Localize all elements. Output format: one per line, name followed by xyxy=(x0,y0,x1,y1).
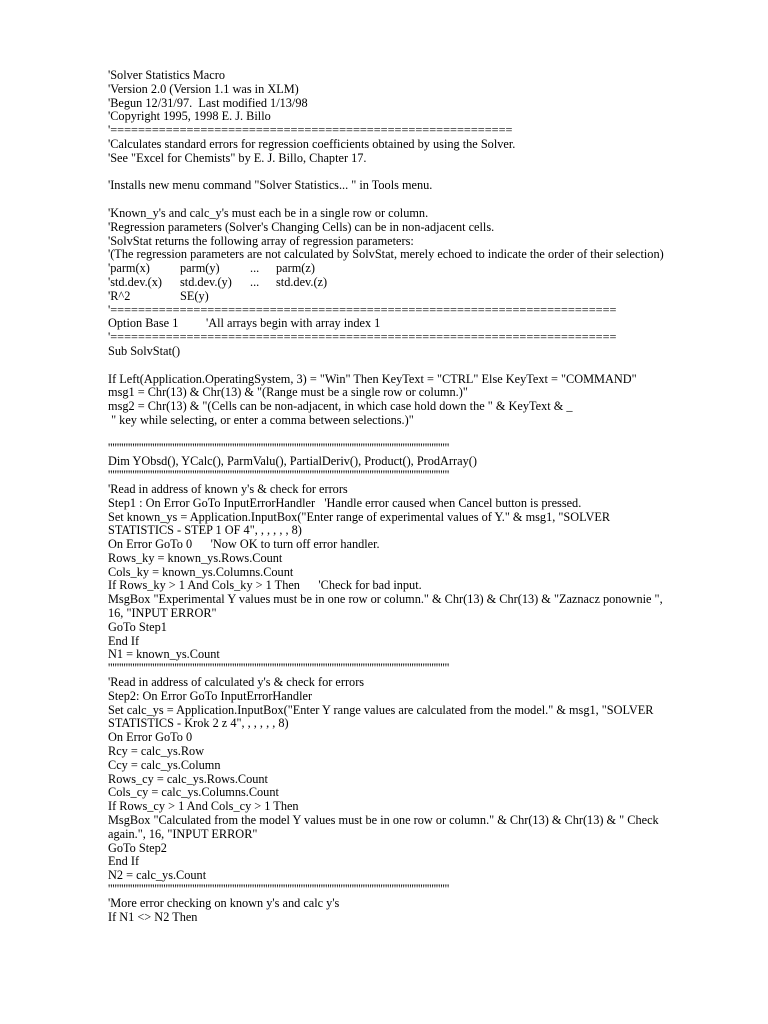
quote-separator: '''''''''''''''''''''''''''''''''''''''''''''''''''''''''''''''''''''''''''''''''''''''''''''''''''''''''''''''''''''''''''''''''''''''''''''''''''''''''' xyxy=(108,468,450,483)
code-line: Rcy = calc_ys.Row xyxy=(108,744,205,759)
code-line: Step1 : On Error GoTo InputErrorHandler 'Handle error caused when Cancel button is pressed. xyxy=(108,495,582,510)
code-line: STATISTICS - Krok 2 z 4", , , , , , 8) xyxy=(108,716,289,731)
param-cell: ... xyxy=(250,274,260,289)
code-line: If Rows_ky > 1 And Cols_ky > 1 Then 'Check for bad input. xyxy=(108,578,422,593)
step2-block xyxy=(108,676,768,883)
header-line: 'Begun 12/31/97. Last modified 1/13/98 xyxy=(108,95,308,110)
code-line: 16, "INPUT ERROR" xyxy=(108,606,217,621)
param-row xyxy=(108,262,768,276)
quote-separator: '''''''''''''''''''''''''''''''''''''''''''''''''''''''''''''''''''''''''''''''''''''''''''''''''''''''''''''''''''''''''''''''''''''''''''''''''''''''''' xyxy=(108,882,450,897)
header-comment-block xyxy=(108,69,768,166)
code-line: 'Read in address of known y's & check for errors xyxy=(108,481,348,496)
code-line: MsgBox "Calculated from the model Y values must be in one row or column." & Chr(13) & Chr(13) & " Check xyxy=(108,813,659,828)
code-line: N2 = calc_ys.Count xyxy=(108,868,207,883)
code-line: " key while selecting, or enter a comma between selections.)" xyxy=(108,412,414,427)
quote-separator: '''''''''''''''''''''''''''''''''''''''''''''''''''''''''''''''''''''''''''''''''''''''''''''''''''''''''''''''''''''''''''''''''''''''''''''''''''''''''' xyxy=(108,661,450,676)
code-line: On Error GoTo 0 'Now OK to turn off error handler. xyxy=(108,537,380,552)
notes-block xyxy=(108,207,768,262)
code-line: If Left(Application.OperatingSystem, 3) = "Win" Then KeyText = "CTRL" Else KeyText = "COMMAND" xyxy=(108,371,637,386)
code-line: Set calc_ys = Application.InputBox("Enter Y range values are calculated from the model." & msg1, "SOLVER xyxy=(108,702,654,717)
header-line: 'See "Excel for Chemists" by E. J. Billo, Chapter 17. xyxy=(108,150,367,165)
code-line: msg1 = Chr(13) & Chr(13) & "(Range must be a single row or column.)" xyxy=(108,385,468,400)
code-line: msg2 = Chr(13) & "(Cells can be non-adjacent, in which case hold down the " & KeyText & _ xyxy=(108,399,573,414)
option-base-statement: Option Base 1 xyxy=(108,316,179,331)
param-row xyxy=(108,290,768,304)
code-line: GoTo Step1 xyxy=(108,619,167,634)
param-cell: std.dev.(y) xyxy=(180,274,232,289)
msg-block xyxy=(108,373,768,428)
note-line: '(The regression parameters are not calculated by SolvStat, merely echoed to indicate the order of their selection) xyxy=(108,247,664,262)
code-line: End If xyxy=(108,633,140,648)
code-line: Cols_cy = calc_ys.Columns.Count xyxy=(108,785,279,800)
header-line: 'Solver Statistics Macro xyxy=(108,68,225,82)
code-line: N1 = known_ys.Count xyxy=(108,647,220,662)
header-line: 'Calculates standard errors for regression coefficients obtained by using the Solver. xyxy=(108,136,516,151)
code-line: Step2: On Error GoTo InputErrorHandler xyxy=(108,688,313,703)
param-cell: 'parm(x) xyxy=(108,261,150,276)
quote-separator: '''''''''''''''''''''''''''''''''''''''''''''''''''''''''''''''''''''''''''''''''''''''''''''''''''''''''''''''''''''''''''''''''''''''''''''''''''''''''' xyxy=(108,440,450,455)
dim-statement: Dim YObsd(), YCalc(), ParmValu(), PartialDeriv(), Product(), ProdArray() xyxy=(108,454,477,469)
header-line: 'Copyright 1995, 1998 E. J. Billo xyxy=(108,109,271,124)
param-cell: SE(y) xyxy=(180,288,209,303)
option-base-line xyxy=(108,317,768,331)
param-cell: ... xyxy=(250,261,260,276)
sub-declaration: Sub SolvStat() xyxy=(108,343,181,358)
param-cell: std.dev.(z) xyxy=(276,274,328,289)
code-line: 'More error checking on known y's and calc y's xyxy=(108,895,340,910)
code-line: If Rows_cy > 1 And Cols_cy > 1 Then xyxy=(108,799,299,814)
param-cell: parm(z) xyxy=(276,261,315,276)
separator-line: '========================================================================= xyxy=(108,302,617,317)
code-line: MsgBox "Experimental Y values must be in one row or column." & Chr(13) & Chr(13) & "Zaznacz ponownie ", xyxy=(108,592,663,607)
code-line: End If xyxy=(108,854,140,869)
separator-line: '========================================================================= xyxy=(108,330,617,345)
install-note: 'Installs new menu command "Solver Statistics... " in Tools menu. xyxy=(108,178,433,193)
note-line: 'SolvStat returns the following array of regression parameters: xyxy=(108,233,414,248)
code-line: If N1 <> N2 Then xyxy=(108,909,198,924)
param-row xyxy=(108,276,768,290)
param-table xyxy=(108,262,768,303)
code-line: Cols_ky = known_ys.Columns.Count xyxy=(108,564,294,579)
step1-block xyxy=(108,483,768,662)
code-line: GoTo Step2 xyxy=(108,840,167,855)
note-line: 'Known_y's and calc_y's must each be in a single row or column. xyxy=(108,205,429,220)
header-separator: '========================================================== xyxy=(108,123,513,138)
code-line: STATISTICS - STEP 1 OF 4", , , , , , 8) xyxy=(108,523,302,538)
note-line: 'Regression parameters (Solver's Changing Cells) can be in non-adjacent cells. xyxy=(108,219,495,234)
code-line: Rows_cy = calc_ys.Rows.Count xyxy=(108,771,268,786)
param-cell: 'R^2 xyxy=(108,288,131,303)
option-base-comment: 'All arrays begin with array index 1 xyxy=(206,316,381,331)
code-line: Rows_ky = known_ys.Rows.Count xyxy=(108,550,283,565)
code-line: 'Read in address of calculated y's & check for errors xyxy=(108,675,365,690)
code-line: again.", 16, "INPUT ERROR" xyxy=(108,826,258,841)
code-line: Ccy = calc_ys.Column xyxy=(108,757,221,772)
code-line: On Error GoTo 0 xyxy=(108,730,193,745)
header-line: 'Version 2.0 (Version 1.1 was in XLM) xyxy=(108,81,299,96)
param-cell: 'std.dev.(x) xyxy=(108,274,163,289)
param-cell: parm(y) xyxy=(180,261,220,276)
step3-block xyxy=(108,897,768,925)
code-line: Set known_ys = Application.InputBox("Enter range of experimental values of Y." & msg1, "SOLVER xyxy=(108,509,611,524)
